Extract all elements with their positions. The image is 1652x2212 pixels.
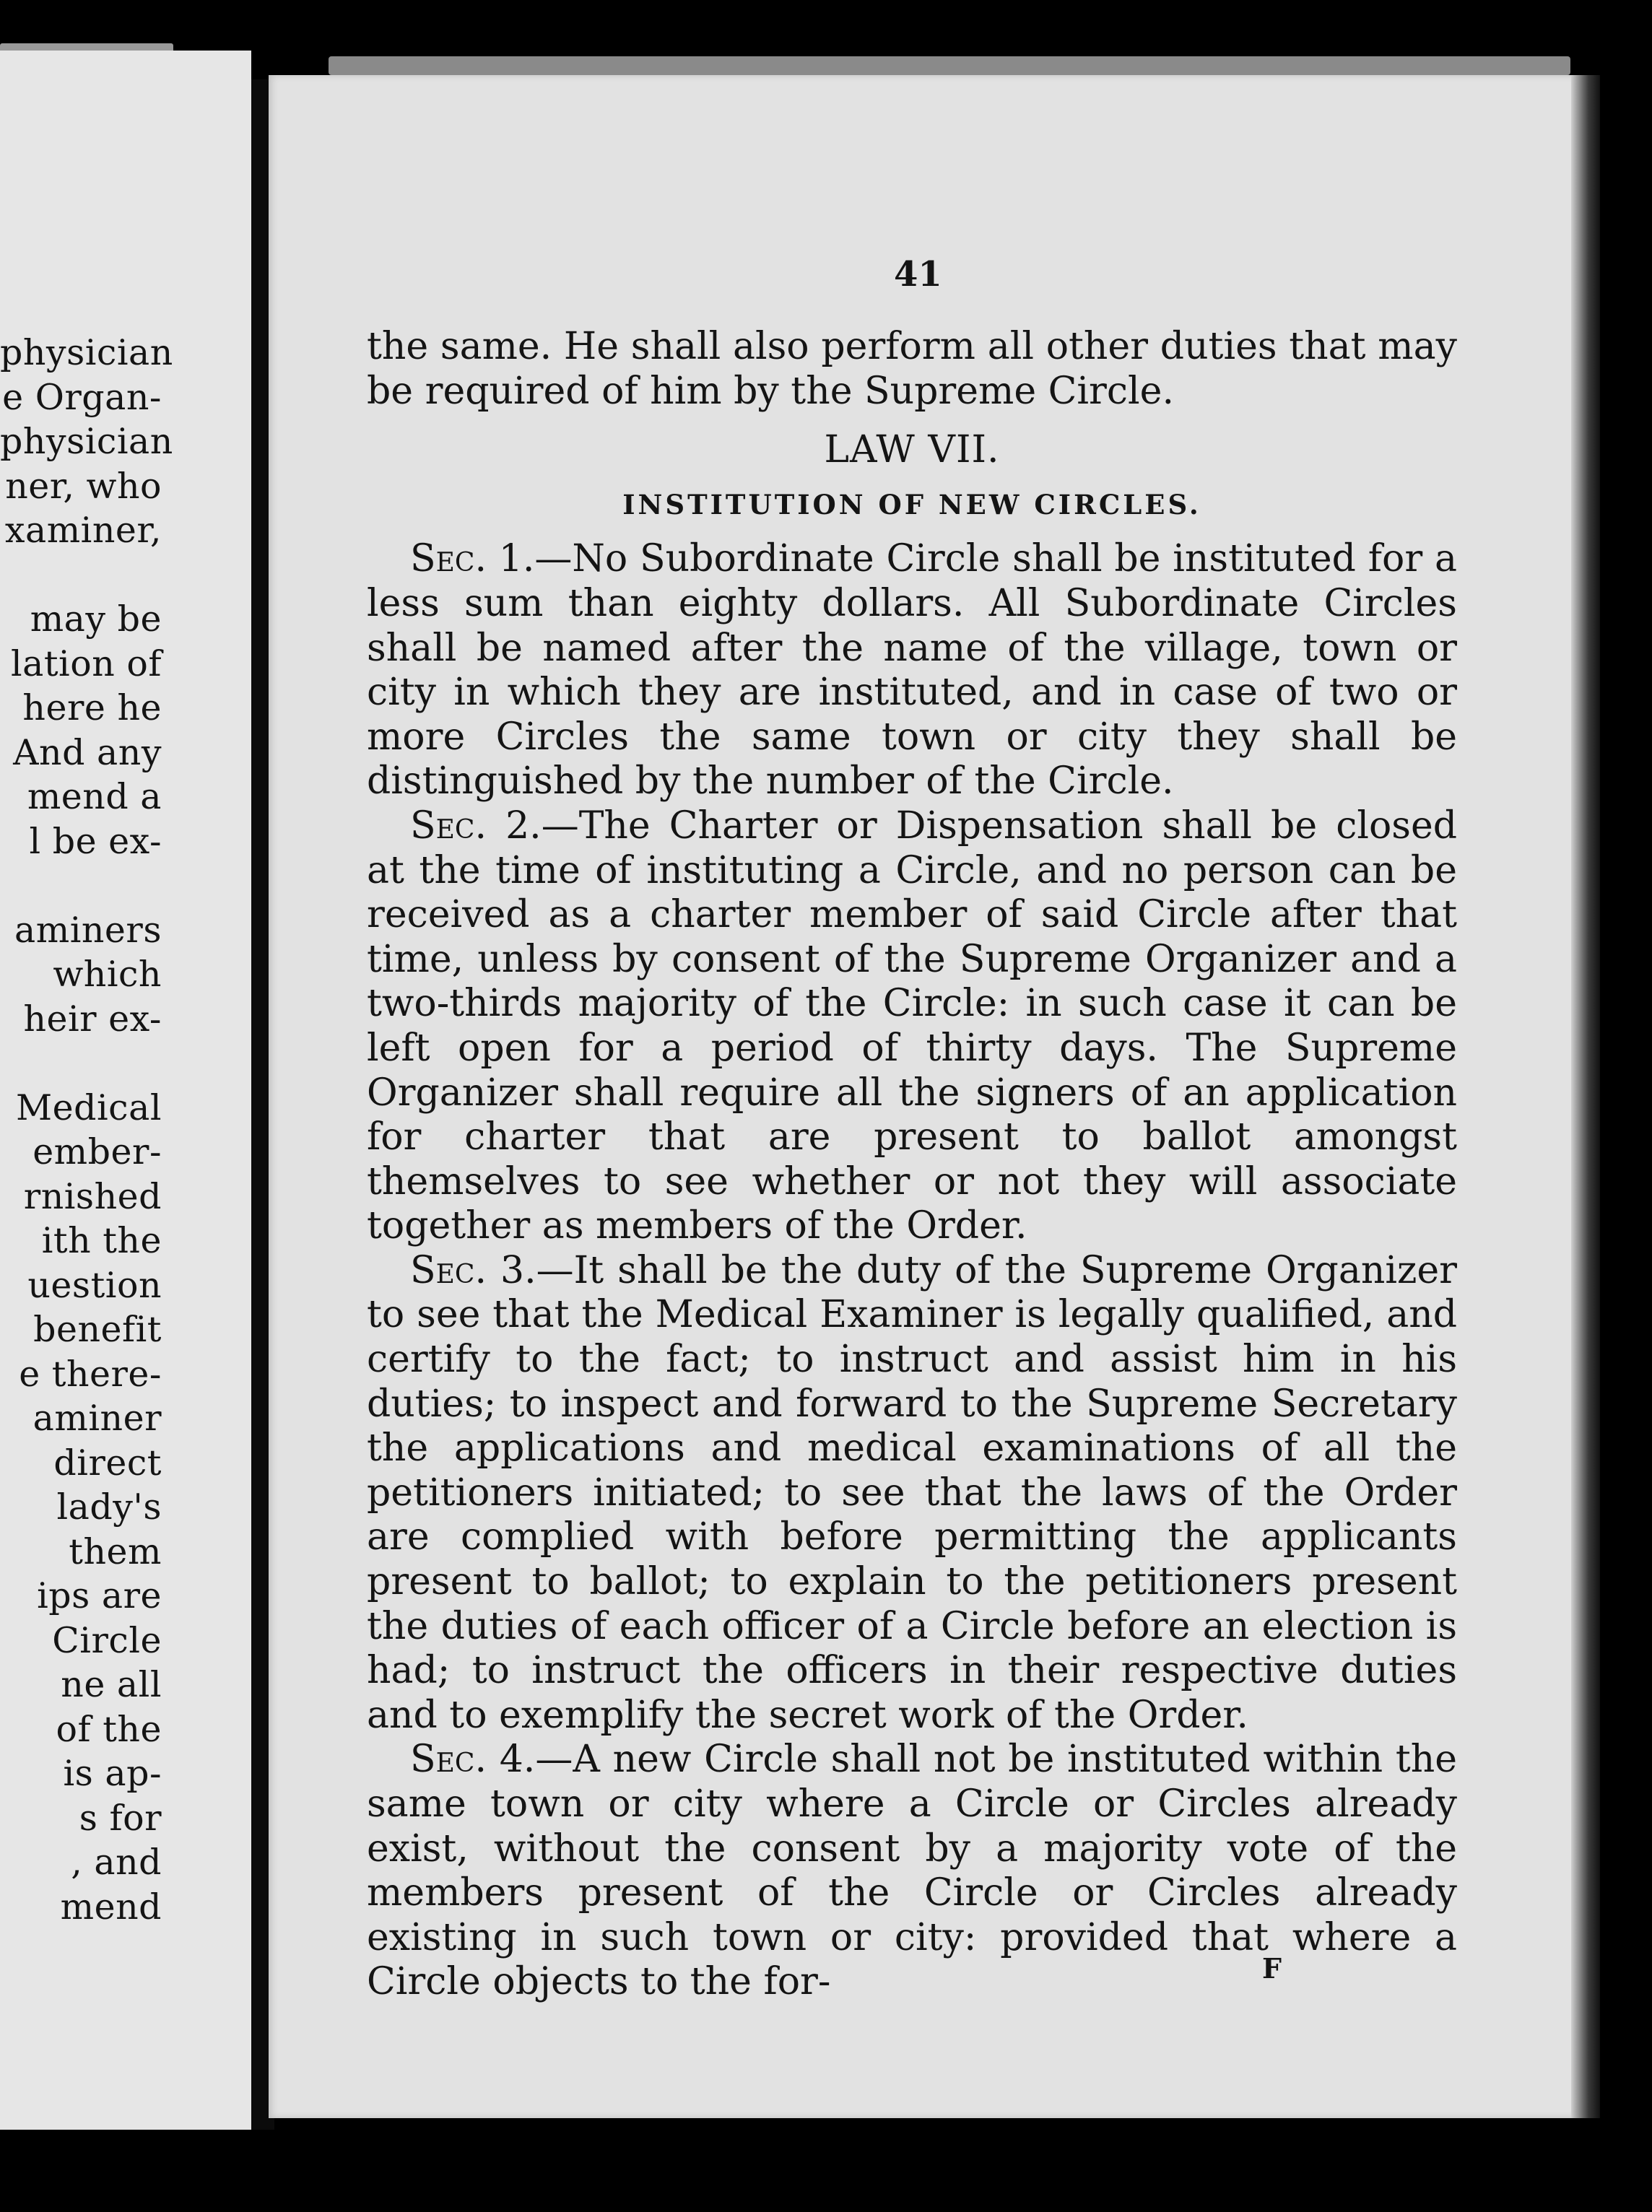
left-page-line: ember- — [32, 1131, 162, 1172]
left-page-line: heir ex- — [23, 998, 162, 1040]
left-page-line: mend — [60, 1886, 162, 1928]
left-page-line: ith the — [41, 1220, 162, 1261]
left-page-line: And any — [13, 731, 162, 773]
right-page-edge-shadow — [1571, 75, 1600, 2118]
left-page-line: physician — [0, 332, 173, 373]
left-page-line: aminers — [14, 909, 162, 951]
section-2-text: —The Charter or Dispensation shall be closed at the time of instituting a Circle, and no person can be received as a charter member of said Circle after that time, unless by consent of the Supreme Organizer and a two-thirds majority of the Circle: in such case it can be left open for a period of thirty days. The Supreme Organizer shall require all the signers of an application for charter that are present to ballot amongst themselves to see whether or not they will associate together as members of the Order. — [367, 804, 1457, 1248]
left-page-text-column — [0, 331, 173, 1929]
left-page-line: here he — [22, 687, 162, 728]
left-page-line: uestion — [27, 1264, 162, 1306]
left-page-line: ips are — [37, 1575, 162, 1616]
section-1 — [367, 537, 1457, 804]
signature-mark: F — [1262, 1952, 1282, 1985]
left-page-line: Medical — [15, 1087, 162, 1128]
left-page-line: e there- — [19, 1353, 162, 1395]
section-1-text: —No Subordinate Circle shall be instituted for a less sum than eighty dollars. All Subordinate Circles shall be named after the name of the village, town or city in which they are instituted, and in case of two or more Circles the same town or city they shall be distinguished by the number of the Circle. — [367, 537, 1457, 804]
right-page-top-edge — [329, 56, 1570, 75]
left-page-line: direct — [53, 1442, 162, 1484]
left-page-line: Circle — [52, 1619, 162, 1661]
left-page-line: may be — [30, 598, 162, 640]
left-page-line: which — [53, 954, 162, 995]
left-page-line: lady's — [56, 1486, 162, 1528]
left-page-line: xaminer, — [4, 510, 162, 551]
left-page-line — [0, 553, 162, 598]
section-3-text: —It shall be the duty of the Supreme Organizer to see that the Medical Examiner is legally qualified, and certify to the fact; to instruct and assist him in his duties; to inspect and forward to the Supreme Secretary the applications and medical examinations of all the petitioners initiated; to see that the laws of the Order are complied with before permitting the applicants present to ballot; to explain to the petitioners present the duties of each officer of a Circle before an election is had; to instruct the officers in their respective duties and to exemplify the secret work of the Order. — [367, 1248, 1457, 1737]
left-page-line — [0, 1041, 162, 1086]
law-subtitle: INSTITUTION OF NEW CIRCLES. — [622, 488, 1201, 521]
left-page-line: rnished — [23, 1175, 162, 1217]
section-3-label: Sec. 3. — [410, 1248, 536, 1292]
left-page-line: mend a — [27, 776, 162, 817]
left-page-line — [0, 863, 162, 908]
left-page-line: e Organ- — [2, 376, 162, 418]
law-title: LAW VII. — [824, 428, 1000, 472]
left-page-line: ner, who — [5, 465, 162, 507]
left-page-line: benefit — [33, 1309, 162, 1350]
page-number: 41 — [894, 254, 942, 295]
left-page-line: is ap- — [63, 1753, 162, 1794]
left-page-line: l be ex- — [29, 820, 162, 862]
section-3 — [367, 1249, 1457, 1738]
section-4-text: —A new Circle shall not be instituted within the same town or city where a Circle or Circles already exist, without the consent by a majority vote of the members present of the Circle or Circles already existing in such town or city: provided that where a Circle objects to the for- — [367, 1738, 1457, 2004]
left-page-line: aminer — [32, 1398, 162, 1439]
left-page-line: lation of — [10, 643, 162, 684]
left-page — [0, 51, 251, 2130]
section-1-label: Sec. 1. — [410, 537, 535, 581]
section-4-label: Sec. 4. — [410, 1738, 536, 1782]
left-page-line: ne all — [61, 1664, 162, 1705]
left-page-line: s for — [79, 1797, 162, 1839]
section-2-label: Sec. 2. — [410, 804, 542, 848]
left-page-line: , and — [71, 1842, 162, 1883]
left-page-line: physician — [0, 421, 173, 462]
section-4 — [367, 1738, 1457, 2005]
opening-paragraph: the same. He shall also perform all other duties that may be required of him by the Supreme Circle. — [367, 325, 1457, 413]
left-page-line: them — [69, 1530, 162, 1572]
section-2 — [367, 804, 1457, 1249]
left-page-line: of the — [56, 1708, 162, 1750]
page-body — [367, 325, 1457, 2005]
